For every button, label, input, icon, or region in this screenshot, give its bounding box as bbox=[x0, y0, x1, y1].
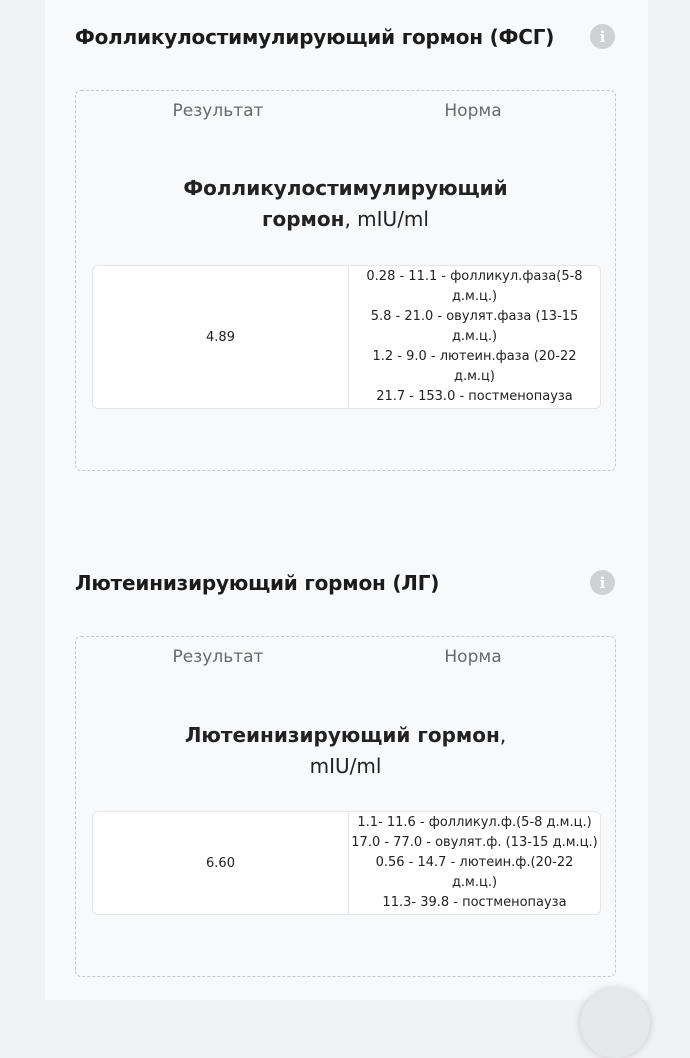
norm-line: 1.2 - 9.0 - лютеин.фаза (20-22 bbox=[372, 349, 577, 364]
section-title-lh: Лютеинизирующий гормон (ЛГ) bbox=[75, 571, 440, 595]
norm-line: 0.56 - 14.7 - лютеин.ф.(20-22 bbox=[375, 855, 574, 870]
parameter-title bbox=[76, 173, 615, 235]
norm-line: 5.8 - 21.0 - овулят.фаза (13-15 bbox=[370, 309, 579, 324]
result-value: 4.89 bbox=[93, 266, 349, 408]
parameter-name-line1: Фолликулостимулирующий bbox=[183, 176, 508, 200]
result-card-fsh bbox=[75, 90, 616, 471]
column-header-result: Результат bbox=[172, 647, 264, 667]
info-icon[interactable]: i bbox=[590, 570, 615, 595]
norm-line: д.м.ц.) bbox=[451, 875, 498, 890]
column-header-norm: Норма bbox=[444, 647, 502, 667]
norm-line: 1.1- 11.6 - фолликул.ф.(5-8 д.м.ц.) bbox=[357, 815, 592, 830]
column-header-result: Результат bbox=[172, 101, 264, 121]
section-title-fsh: Фолликулостимулирующий гормон (ФСГ) bbox=[75, 25, 555, 49]
norm-ranges bbox=[349, 266, 600, 408]
norm-line: д.м.ц.) bbox=[451, 289, 498, 304]
parameter-unit: mIU/ml bbox=[309, 754, 382, 778]
norm-line: д.м.ц) bbox=[454, 369, 495, 384]
parameter-comma: , bbox=[499, 723, 507, 747]
result-table bbox=[92, 265, 601, 409]
norm-line: д.м.ц.) bbox=[451, 329, 498, 344]
parameter-name: Лютеинизирующий гормон bbox=[184, 723, 500, 747]
norm-ranges bbox=[349, 812, 600, 914]
result-value: 6.60 bbox=[93, 812, 349, 914]
column-header-norm: Норма bbox=[444, 101, 502, 121]
result-table bbox=[92, 811, 601, 915]
floating-action-button[interactable] bbox=[580, 988, 650, 1058]
norm-line: 17.0 - 77.0 - овулят.ф. (13-15 д.м.ц.) bbox=[351, 835, 598, 850]
parameter-unit: , mIU/ml bbox=[344, 207, 429, 231]
norm-line: 21.7 - 153.0 - постменопауза bbox=[376, 389, 573, 404]
norm-line: 0.28 - 11.1 - фолликул.фаза(5-8 bbox=[366, 269, 583, 284]
info-icon[interactable]: i bbox=[590, 24, 615, 49]
result-card-lh bbox=[75, 636, 616, 977]
parameter-name-line2: гормон bbox=[262, 207, 345, 231]
parameter-title bbox=[76, 720, 615, 782]
norm-line: 11.3- 39.8 - постменопауза bbox=[382, 895, 567, 910]
